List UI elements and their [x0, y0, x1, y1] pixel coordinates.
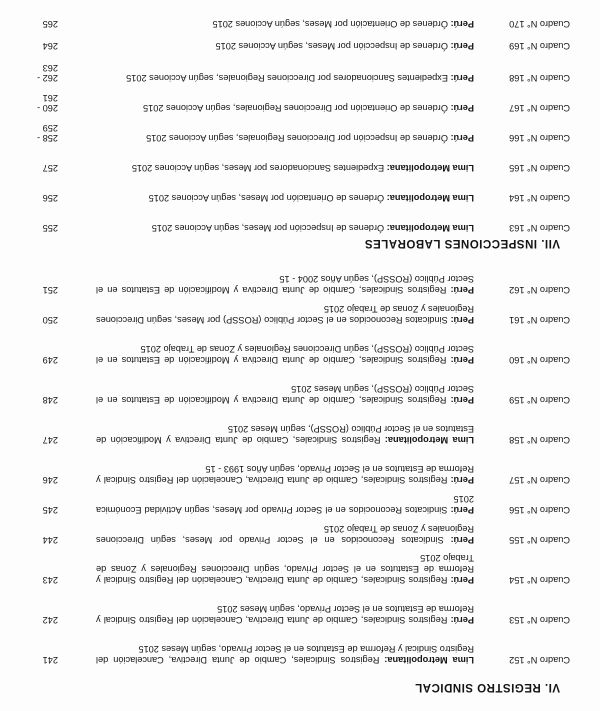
- index-entry: [30, 325, 570, 365]
- index-entry: [30, 0, 570, 29]
- entry-code: Cuadro N° 168: [509, 73, 570, 83]
- entry-region: Perú:: [450, 615, 474, 625]
- entry-description: [96, 222, 474, 233]
- entry-page-number: 260 - 261: [37, 93, 58, 113]
- entry-description: [96, 603, 474, 625]
- entry-region: Lima Metropolitana:: [386, 193, 474, 203]
- entry-description: [96, 423, 474, 445]
- entry-code: Cuadro N° 167: [509, 103, 570, 113]
- entry-title: Órdenes de Inspección por Meses, según Acciones 2015: [215, 41, 448, 51]
- entry-description: [96, 343, 474, 365]
- entry-title: Registros Sindicales, Cambio de Junta Directiva, Cancelación del Registro Sindical y Reforma de Estatutos en el Sector Privado, según Años 1993 - 15: [96, 464, 474, 485]
- entry-code: Cuadro N° 154: [509, 575, 570, 585]
- entry-description: [96, 553, 474, 585]
- entry-title: Registros Sindicales, Cambio de Junta Directiva, Cancelación del Registro Sindical y Reforma de Estatutos en el Sector Privado, según Meses 2015: [96, 604, 474, 625]
- index-entry: [30, 545, 570, 585]
- entry-page-number: 256: [42, 193, 58, 203]
- entry-region: Lima Metropolitana:: [386, 223, 474, 233]
- entry-page-number: 248: [42, 395, 58, 405]
- entry-page-number: 244: [42, 535, 58, 545]
- entry-page-number: 255: [42, 223, 58, 233]
- entry-region: Lima Metropolitana:: [386, 163, 474, 173]
- entry-title: Registros Sindicales, Cambio de Junta Directiva y Modificación de Estatutos en el Sector Público (ROSSP), según Direcciones Regionales y Zonas de Trabajo 2015: [96, 344, 474, 365]
- entry-code: Cuadro N° 169: [509, 41, 570, 51]
- entry-region: Perú:: [450, 133, 474, 143]
- entry-title: Sindicatos Reconocidos en el Sector Privado por Meses, según Direcciones Regionales y Zonas de Trabajo 2015: [96, 524, 474, 545]
- entry-code: Cuadro N° 159: [509, 395, 570, 405]
- entry-page-number: 247: [42, 435, 58, 445]
- entry-description: [96, 643, 474, 665]
- entry-title: Órdenes de Inspección por Direcciones Regionales, según Acciones 2015: [146, 133, 448, 143]
- entry-code: Cuadro N° 161: [509, 315, 570, 325]
- entry-description: [96, 132, 474, 143]
- entry-title: Registros Sindicales, Cambio de Junta Directiva y Modificación de Estatutos en el Sector Público (ROSSP), según Meses 2015: [96, 384, 474, 405]
- entry-page-number: 251: [42, 285, 58, 295]
- entry-page-number: 241: [42, 655, 58, 665]
- entry-region: Perú:: [450, 575, 474, 585]
- entry-region: Perú:: [450, 505, 474, 515]
- entry-region: Perú:: [450, 395, 474, 405]
- entry-code: Cuadro N° 156: [509, 505, 570, 515]
- entry-title: Órdenes de Orientación por Meses, según Acciones 2015: [148, 193, 385, 203]
- entry-code: Cuadro N° 165: [509, 163, 570, 173]
- entry-region: Lima Metropolitana:: [384, 655, 474, 665]
- entry-title: Registros Sindicales, Cambio de Junta Directiva y Modificación de Estatutos en el Sector Público (ROSSP), según Meses 2015: [96, 424, 474, 445]
- entry-description: [96, 383, 474, 405]
- entry-title: Órdenes de Orientación por Direcciones Regionales, según Acciones 2015: [143, 103, 448, 113]
- entry-description: [96, 303, 474, 325]
- entry-page-number: 242: [42, 615, 58, 625]
- entry-description: [96, 192, 474, 203]
- index-entry: [30, 255, 570, 295]
- entry-code: Cuadro N° 153: [509, 615, 570, 625]
- entry-title: Sindicatos Reconocidos en el Sector Público (ROSSP) por Meses, según Direcciones Regionales y Zonas de Trabajo 2015: [96, 304, 474, 325]
- index-entry: [30, 625, 570, 665]
- section-title-inspecciones-laborales: VII. INSPECCIONES LABORALES: [364, 237, 560, 249]
- entry-code: Cuadro N° 160: [509, 355, 570, 365]
- entry-page-number: 249: [42, 355, 58, 365]
- entry-page-number: 258 - 259: [37, 123, 58, 143]
- entry-region: Perú:: [450, 103, 474, 113]
- index-entry: [30, 365, 570, 405]
- entry-description: [96, 18, 474, 29]
- entry-code: Cuadro N° 152: [509, 655, 570, 665]
- entry-region: Perú:: [450, 315, 474, 325]
- entry-region: Perú:: [450, 41, 474, 51]
- entry-code: Cuadro N° 164: [509, 193, 570, 203]
- entry-page-number: 246: [42, 475, 58, 485]
- entry-description: [96, 493, 474, 515]
- entry-page-number: 262 - 263: [37, 63, 58, 83]
- entry-code: Cuadro N° 163: [509, 223, 570, 233]
- entry-title: Órdenes de Inspección por Meses, según Acciones 2015: [151, 223, 385, 233]
- entry-description: [96, 40, 474, 51]
- entry-region: Perú:: [450, 355, 474, 365]
- entry-description: [96, 72, 474, 83]
- entry-description: [96, 162, 474, 173]
- entry-region: Perú:: [450, 73, 474, 83]
- index-entry: [30, 585, 570, 625]
- entry-title: Registros Sindicales, Cambio de Junta Directiva, Cancelación del Registro Sindical y Reforma de Estatutos en el Sector Privado, según Meses 2015: [96, 644, 474, 665]
- entry-page-number: 264: [42, 41, 58, 51]
- entry-code: Cuadro N° 157: [509, 475, 570, 485]
- entry-code: Cuadro N° 170: [509, 19, 570, 29]
- entry-title: Registros Sindicales, Cambio de Junta Directiva, Cancelación del Registro Sindical y Reforma de Estatutos en el Sector Privado, según Direcciones Regionales y Zonas de Trabajo 2015: [96, 553, 474, 585]
- entry-region: Perú:: [450, 19, 474, 29]
- entry-page-number: 250: [42, 315, 58, 325]
- entry-region: Perú:: [450, 475, 474, 485]
- index-entry: [30, 405, 570, 445]
- entry-title: Registros Sindicales, Cambio de Junta Directiva y Modificación de Estatutos en el Sector Público (ROSSP), según Años 2004 - 15: [96, 274, 474, 295]
- entry-page-number: 257: [42, 163, 58, 173]
- entry-description: [96, 273, 474, 295]
- section-title-registro-sindical: VI. REGISTRO SINDICAL: [414, 681, 560, 693]
- entry-page-number: 245: [42, 505, 58, 515]
- entry-region: Lima Metropolitana:: [384, 435, 474, 445]
- entry-code: Cuadro N° 158: [509, 435, 570, 445]
- index-entry: [30, 445, 570, 485]
- entry-code: Cuadro N° 162: [509, 285, 570, 295]
- entry-region: Perú:: [450, 535, 474, 545]
- entry-title: Sindicatos Reconocidos en el Sector Privado por Meses, según Actividad Económica 2015: [96, 494, 474, 515]
- entry-page-number: 265: [42, 19, 58, 29]
- entry-description: [96, 463, 474, 485]
- entry-title: Expedientes Sancionadores por Direcciones Regionales, según Acciones 2015: [126, 73, 448, 83]
- entry-region: Perú:: [450, 285, 474, 295]
- entry-page-number: 243: [42, 575, 58, 585]
- entry-code: Cuadro N° 166: [509, 133, 570, 143]
- entry-title: Expedientes Sancionadores por Meses, según Acciones 2015: [131, 163, 385, 173]
- entry-description: [96, 102, 474, 113]
- entry-title: Órdenes de Orientación por Meses, según Acciones 2015: [212, 19, 448, 29]
- entry-code: Cuadro N° 155: [509, 535, 570, 545]
- entry-description: [96, 523, 474, 545]
